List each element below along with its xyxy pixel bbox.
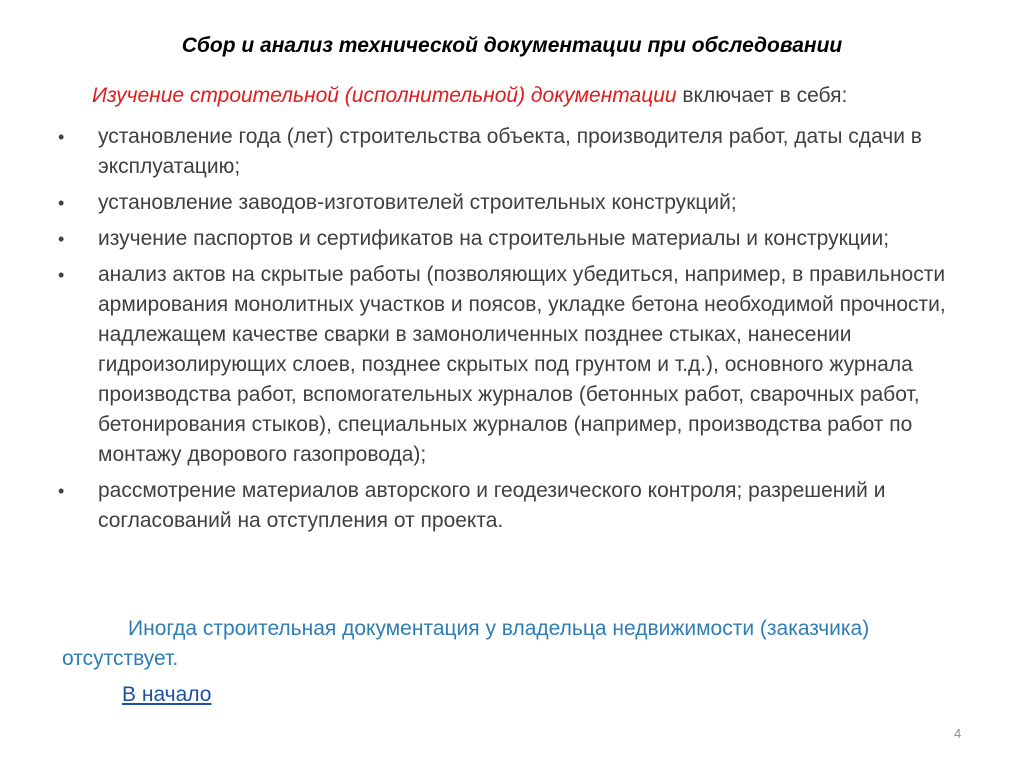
bullet-icon: •: [58, 265, 65, 285]
slide-subtitle: [92, 84, 992, 108]
subtitle-highlight: Изучение строительной (исполнительной) документации: [92, 84, 677, 107]
list-item: [0, 122, 1000, 182]
list-item: [0, 188, 1000, 218]
slide-title: Сбор и анализ технической документации при обследовании: [181, 34, 843, 57]
note-text: Иногда строительная документация у владельца недвижимости (заказчика) отсутствует.: [62, 617, 870, 670]
subtitle-rest: включает в себя:: [676, 84, 848, 107]
bullet-icon: •: [58, 193, 65, 213]
list-item-text: установление года (лет) строительства объекта, производителя работ, даты сдачи в эксплуатацию;: [98, 125, 922, 178]
list-item-text: изучение паспортов и сертификатов на строительные материалы и конструкции;: [98, 227, 890, 250]
list-item: [0, 224, 1000, 254]
list-item-text: рассмотрение материалов авторского и геодезического контроля; разрешений и согласований на отступления от проекта.: [98, 479, 886, 532]
page-number: 4: [954, 726, 962, 741]
bullet-icon: •: [58, 481, 65, 501]
bullet-list: [0, 122, 1000, 542]
list-item-text: анализ актов на скрытые работы (позволяющих убедиться, например, в правильности армирования монолитных участков и поясов, укладке бетона необходимой прочности, надлежащем качестве сварки в замоноличенных позднее стыках, нанесении гидроизолирующих слоев, позднее скрытых под грунтом и т.д.), основного журнала производства работ, вспомогательных журналов (бетонных работ, сварочных работ, бетонирования стыков), специальных журналов (например, производства работ по монтажу дворового газопровода);: [98, 263, 946, 466]
list-item: [0, 260, 1000, 470]
back-to-start-link[interactable]: В начало: [122, 683, 212, 706]
bullet-icon: •: [58, 229, 65, 249]
bullet-icon: •: [58, 127, 65, 147]
list-item-text: установление заводов-изготовителей строительных конструкций;: [98, 191, 737, 214]
list-item: [0, 476, 1000, 536]
